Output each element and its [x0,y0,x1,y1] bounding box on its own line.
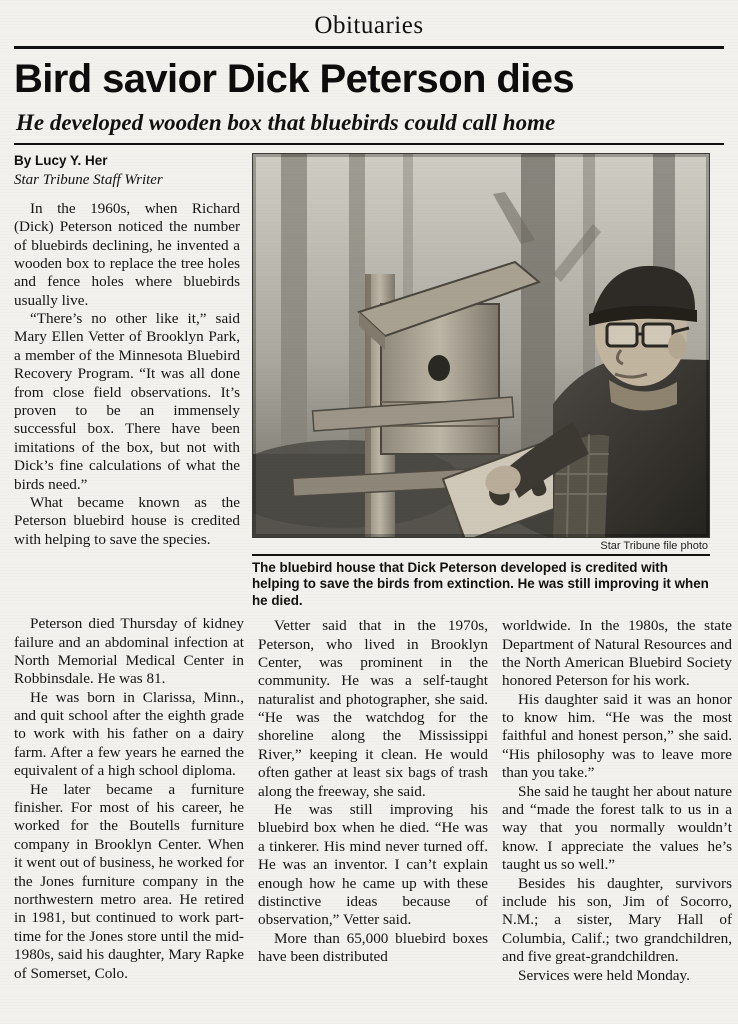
page-title: Bird savior Dick Peterson dies [14,57,575,101]
paragraph: What became known as the Peterson bluebird house is credited with helping to save the species. [14,493,240,548]
section-label: Obituaries [314,12,424,39]
paragraph: Services were held Monday. [518,966,690,984]
photo-credit: Star Tribune file photo [600,540,708,553]
column-two [258,617,488,985]
paragraph: “There’s no other like it,” said Mary Ellen Vetter of Brooklyn Park, a member of the Minnesota Bluebird Recovery Program. “It was all done from close field observations. It’s proven to be an immensely successful box. There have been imitations of the box, but not with Dick’s fine calculations of what the birds need.” [14,310,240,493]
paragraph: worldwide. In the 1980s, the state Department of Natural Resources and the North American Bluebird Society honored Peterson for his work. [502,617,732,690]
paragraph: Besides his daughter, survivors include his son, Jim of Socorro, N.M.; a sister, Mary Hall of Columbia, Calif.; two grandchildren, and five great-grandchildren. [502,874,732,966]
article-columns [14,615,732,985]
masthead-rule [14,46,724,49]
subheadline: He developed wooden box that bluebirds could call home [16,109,556,135]
photo-caption: The bluebird house that Dick Peterson developed is credited with helping to save the birds from extinction. He was still improving it when he died. [252,554,710,609]
paragraph: She said he taught her about nature and “made the forest talk to us in a way that you normally wouldn’t know. I appreciate the values he’s taught us so well.” [502,782,732,874]
byline-affiliation: Star Tribune Staff Writer [14,171,163,188]
intro-body [14,200,240,549]
article-photo [252,153,710,538]
paragraph: More than 65,000 bluebird boxes have been distributed [258,929,488,966]
column-three [502,617,732,985]
paragraph: His daughter said it was an honor to know him. “He was the most faithful and honest person,” she said. “His philosophy was to leave more than you take.” [502,690,732,782]
paragraph: He was still improving his bluebird box when he died. “He was a tinkerer. His mind never turned off. He was an inventor. I can’t explain enough how he came up with these distinctive ideas because of observation,” Vetter said. [258,801,488,929]
paragraph: He later became a furniture finisher. For most of his career, he worked for the Boutells furniture company in Brooklyn Center. When it went out of business, he worked for the Jones furniture company in the northwestern metro area. He retired in 1981, but continued to work part-time for the Jones store until the mid-1980s, said his daughter, Mary Rapke of Somerset, Colo. [14,780,244,982]
paragraph: In the 1960s, when Richard (Dick) Peterson noticed the number of bluebirds declining, he invented a wooden box to replace the tree holes and fence holes where bluebirds usually live. [14,199,240,309]
paragraph: Vetter said that in the 1970s, Peterson, who lived in Brooklyn Center, was prominent in the community. He was a self-taught naturalist and photographer, she said. “He was the watchdog for the shoreline along the Mississippi River,” keeping it clean. He would often gather at least six bags of trash along the freeway, she said. [258,617,488,800]
byline-column [14,153,252,549]
column-one [14,615,244,985]
top-area [14,153,724,609]
paragraph: He was born in Clarissa, Minn., and quit school after the eighth grade to work with his father on a dairy farm. After a few years he earned the equivalent of a high school diploma. [14,688,244,780]
subheadline-rule [14,143,724,145]
byline-author: By Lucy Y. Her [14,153,108,169]
paragraph: Peterson died Thursday of kidney failure and an abdominal infection at North Memorial Medical Center in Robbinsdale. He was 81. [14,615,244,688]
photo-block [252,153,710,609]
